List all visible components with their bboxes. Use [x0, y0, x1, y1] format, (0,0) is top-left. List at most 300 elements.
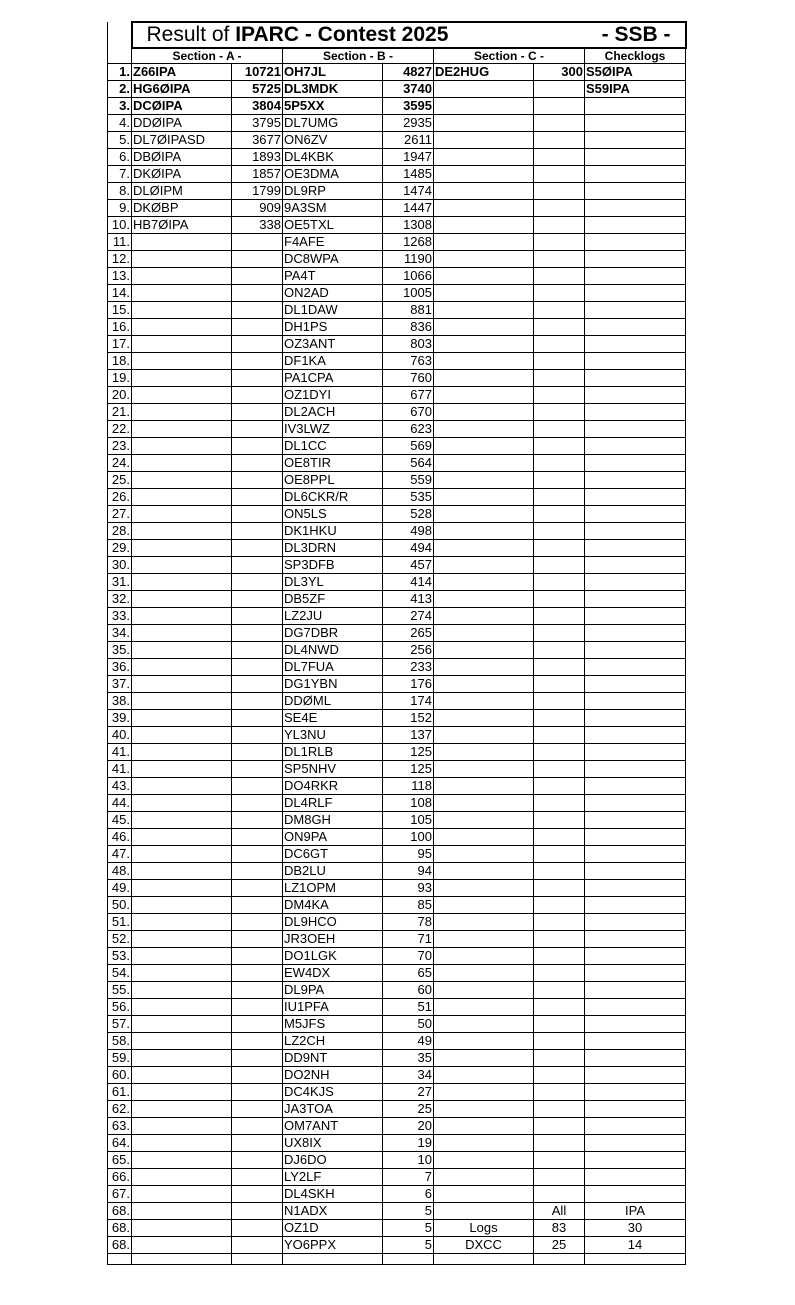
checklog-call [585, 1067, 686, 1084]
section-c-call [434, 166, 534, 183]
section-a-score: 338 [232, 217, 283, 234]
rank-cell: 27. [108, 506, 132, 523]
section-a-score [232, 1203, 283, 1220]
section-c-call [434, 1169, 534, 1186]
section-c-score [534, 523, 585, 540]
section-c-score [534, 183, 585, 200]
section-a-score [232, 982, 283, 999]
section-c-call [434, 710, 534, 727]
section-c-score [534, 557, 585, 574]
table-row [108, 1152, 686, 1169]
section-c-score [534, 642, 585, 659]
table-row [108, 1067, 686, 1084]
section-b-score: 1190 [383, 251, 434, 268]
section-a-call [132, 302, 232, 319]
section-a-call [132, 251, 232, 268]
section-c-score: 83 [534, 1220, 585, 1237]
table-row [108, 523, 686, 540]
section-c-call [434, 829, 534, 846]
table-row [108, 778, 686, 795]
checklog-call [585, 336, 686, 353]
section-a-score [232, 421, 283, 438]
section-b-call: YL3NU [283, 727, 383, 744]
blank-cell [132, 1254, 232, 1265]
table-row [108, 472, 686, 489]
section-c-call [434, 863, 534, 880]
section-b-call: DD9NT [283, 1050, 383, 1067]
section-a-call [132, 387, 232, 404]
checklog-call [585, 948, 686, 965]
checklog-call [585, 183, 686, 200]
section-a-score [232, 965, 283, 982]
table-row [108, 64, 686, 81]
table-row [108, 676, 686, 693]
section-c-call [434, 999, 534, 1016]
blank-cell [283, 1254, 383, 1265]
section-a-score [232, 370, 283, 387]
checklog-call [585, 1016, 686, 1033]
section-c-score [534, 81, 585, 98]
table-row [108, 489, 686, 506]
section-c-call [434, 591, 534, 608]
section-c-score [534, 761, 585, 778]
section-b-call: DK1HKU [283, 523, 383, 540]
checklog-call [585, 608, 686, 625]
section-b-score: 1474 [383, 183, 434, 200]
header-section-a: Section - A - [132, 48, 283, 64]
section-b-score: 50 [383, 1016, 434, 1033]
section-b-call: DL6CKR/R [283, 489, 383, 506]
table-row [108, 200, 686, 217]
checklog-call [585, 744, 686, 761]
section-b-call: DL1DAW [283, 302, 383, 319]
section-c-score [534, 404, 585, 421]
section-b-score: 65 [383, 965, 434, 982]
table-row [108, 455, 686, 472]
section-c-score [534, 166, 585, 183]
section-c-call [434, 200, 534, 217]
checklog-call [585, 421, 686, 438]
section-a-call [132, 1101, 232, 1118]
section-c-score [534, 438, 585, 455]
section-c-call [434, 234, 534, 251]
section-b-call: EW4DX [283, 965, 383, 982]
section-b-score: 677 [383, 387, 434, 404]
section-c-call [434, 268, 534, 285]
section-a-call: DCØIPA [132, 98, 232, 115]
section-c-call [434, 81, 534, 98]
section-a-score [232, 812, 283, 829]
section-c-score [534, 1135, 585, 1152]
title-event: IPARC - Contest 2025 [235, 23, 449, 46]
table-row [108, 642, 686, 659]
section-c-call [434, 625, 534, 642]
header-section-b: Section - B - [283, 48, 434, 64]
rank-cell: 49. [108, 880, 132, 897]
checklog-call [585, 1101, 686, 1118]
section-a-score [232, 506, 283, 523]
section-b-call: DL3MDK [283, 81, 383, 98]
section-b-score: 95 [383, 846, 434, 863]
section-a-call [132, 523, 232, 540]
checklog-call [585, 880, 686, 897]
blank-cell [232, 1254, 283, 1265]
section-b-score: 25 [383, 1101, 434, 1118]
section-c-call [434, 897, 534, 914]
section-a-score: 3804 [232, 98, 283, 115]
checklog-call [585, 676, 686, 693]
checklog-call [585, 914, 686, 931]
table-row [108, 1033, 686, 1050]
section-b-score: 85 [383, 897, 434, 914]
section-c-score [534, 659, 585, 676]
section-b-call: OZ3ANT [283, 336, 383, 353]
table-row [108, 370, 686, 387]
checklog-call [585, 1050, 686, 1067]
corner-cell [108, 22, 132, 48]
table-row [108, 1169, 686, 1186]
rank-cell: 64. [108, 1135, 132, 1152]
section-c-call [434, 319, 534, 336]
section-c-call [434, 1152, 534, 1169]
section-c-score [534, 115, 585, 132]
checklog-call [585, 506, 686, 523]
rank-cell: 11. [108, 234, 132, 251]
section-c-call [434, 115, 534, 132]
section-c-call [434, 183, 534, 200]
section-c-score [534, 489, 585, 506]
section-b-call: OM7ANT [283, 1118, 383, 1135]
checklog-call [585, 710, 686, 727]
section-c-call [434, 506, 534, 523]
section-b-score: 5 [383, 1203, 434, 1220]
section-b-score: 564 [383, 455, 434, 472]
table-row [108, 132, 686, 149]
section-a-score [232, 880, 283, 897]
rank-cell: 68. [108, 1220, 132, 1237]
checklog-call [585, 1186, 686, 1203]
section-b-call: DL9PA [283, 982, 383, 999]
section-b-score: 1005 [383, 285, 434, 302]
title-prefix: Result of [146, 23, 236, 46]
section-a-score [232, 540, 283, 557]
section-a-score [232, 846, 283, 863]
section-b-call: OE5TXL [283, 217, 383, 234]
table-row [108, 812, 686, 829]
section-b-call: DDØML [283, 693, 383, 710]
section-c-score [534, 506, 585, 523]
checklog-call [585, 200, 686, 217]
checklog-call [585, 217, 686, 234]
section-b-call: DC6GT [283, 846, 383, 863]
section-a-call [132, 1135, 232, 1152]
table-row [108, 234, 686, 251]
checklog-call [585, 370, 686, 387]
section-a-call [132, 1186, 232, 1203]
section-a-score [232, 1084, 283, 1101]
section-b-score: 93 [383, 880, 434, 897]
section-c-call [434, 251, 534, 268]
section-b-call: SP5NHV [283, 761, 383, 778]
section-b-call: LZ2CH [283, 1033, 383, 1050]
section-a-score [232, 574, 283, 591]
table-row [108, 1016, 686, 1033]
rank-cell: 32. [108, 591, 132, 608]
section-a-score [232, 336, 283, 353]
rank-cell: 23. [108, 438, 132, 455]
section-b-score: 5 [383, 1220, 434, 1237]
section-c-call [434, 931, 534, 948]
section-a-call: DL7ØIPASD [132, 132, 232, 149]
section-c-call: DE2HUG [434, 64, 534, 81]
section-c-call [434, 336, 534, 353]
section-a-score [232, 591, 283, 608]
section-a-score [232, 914, 283, 931]
rank-cell: 56. [108, 999, 132, 1016]
section-b-call: DC8WPA [283, 251, 383, 268]
rank-cell: 45. [108, 812, 132, 829]
section-a-score [232, 353, 283, 370]
checklog-call [585, 1152, 686, 1169]
section-c-call [434, 455, 534, 472]
section-c-call [434, 744, 534, 761]
section-b-call: DL4NWD [283, 642, 383, 659]
section-b-score: 49 [383, 1033, 434, 1050]
checklog-call: 30 [585, 1220, 686, 1237]
section-c-score [534, 98, 585, 115]
section-b-call: SE4E [283, 710, 383, 727]
section-a-call [132, 710, 232, 727]
checklog-call [585, 863, 686, 880]
rank-cell: 15. [108, 302, 132, 319]
section-c-call [434, 404, 534, 421]
checklog-call [585, 1084, 686, 1101]
section-a-call [132, 1067, 232, 1084]
blank-cell [585, 1254, 686, 1265]
section-c-score [534, 795, 585, 812]
section-a-score [232, 727, 283, 744]
rank-cell: 29. [108, 540, 132, 557]
section-a-call [132, 931, 232, 948]
section-a-score [232, 1220, 283, 1237]
section-c-score [534, 319, 585, 336]
checklog-call [585, 251, 686, 268]
section-b-call: OE8PPL [283, 472, 383, 489]
section-b-score: 7 [383, 1169, 434, 1186]
section-a-call [132, 472, 232, 489]
section-a-score [232, 234, 283, 251]
section-a-score [232, 778, 283, 795]
rank-cell: 3. [108, 98, 132, 115]
section-b-score: 2935 [383, 115, 434, 132]
section-c-score [534, 370, 585, 387]
section-b-call: OH7JL [283, 64, 383, 81]
blank-cell [108, 1254, 132, 1265]
section-a-call [132, 438, 232, 455]
section-b-call: IV3LWZ [283, 421, 383, 438]
section-b-score: 1268 [383, 234, 434, 251]
section-c-score [534, 931, 585, 948]
checklog-call [585, 812, 686, 829]
table-row [108, 557, 686, 574]
section-b-call: DO2NH [283, 1067, 383, 1084]
rank-cell: 67. [108, 1186, 132, 1203]
section-b-score: 35 [383, 1050, 434, 1067]
rank-cell: 37. [108, 676, 132, 693]
section-b-call: IU1PFA [283, 999, 383, 1016]
checklog-call [585, 795, 686, 812]
section-a-score [232, 948, 283, 965]
section-c-call [434, 761, 534, 778]
section-b-score: 559 [383, 472, 434, 489]
section-c-call [434, 149, 534, 166]
section-a-call [132, 1084, 232, 1101]
table-row [108, 1050, 686, 1067]
checklog-call [585, 1169, 686, 1186]
checklog-call: S59IPA [585, 81, 686, 98]
checklog-call [585, 829, 686, 846]
section-c-call [434, 1067, 534, 1084]
section-a-call [132, 948, 232, 965]
section-c-call: DXCC [434, 1237, 534, 1254]
section-b-call: PA1CPA [283, 370, 383, 387]
table-row [108, 999, 686, 1016]
section-b-score: 1308 [383, 217, 434, 234]
section-a-call: DBØIPA [132, 149, 232, 166]
section-b-score: 20 [383, 1118, 434, 1135]
section-b-call: 5P5XX [283, 98, 383, 115]
section-c-call [434, 472, 534, 489]
section-a-score [232, 676, 283, 693]
section-b-score: 176 [383, 676, 434, 693]
section-c-score [534, 1067, 585, 1084]
section-c-call [434, 557, 534, 574]
table-row [108, 166, 686, 183]
table-row [108, 217, 686, 234]
rank-cell: 33. [108, 608, 132, 625]
checklog-call [585, 98, 686, 115]
section-c-score: 300 [534, 64, 585, 81]
table-row [108, 285, 686, 302]
table-row [108, 1135, 686, 1152]
section-b-score: 256 [383, 642, 434, 659]
section-c-call [434, 370, 534, 387]
section-b-score: 78 [383, 914, 434, 931]
table-row [108, 98, 686, 115]
section-a-score [232, 387, 283, 404]
section-b-call: DC4KJS [283, 1084, 383, 1101]
section-c-call [434, 302, 534, 319]
section-b-score: 494 [383, 540, 434, 557]
section-c-call [434, 438, 534, 455]
section-b-call: DL4RLF [283, 795, 383, 812]
section-c-score [534, 540, 585, 557]
section-a-score [232, 897, 283, 914]
rank-cell: 55. [108, 982, 132, 999]
table-row [108, 540, 686, 557]
section-c-call [434, 98, 534, 115]
section-c-score [534, 1186, 585, 1203]
section-b-call: DL2ACH [283, 404, 383, 421]
section-a-call [132, 489, 232, 506]
section-a-score [232, 1135, 283, 1152]
rank-cell: 2. [108, 81, 132, 98]
checklog-call [585, 489, 686, 506]
section-c-score [534, 200, 585, 217]
section-a-call [132, 795, 232, 812]
section-c-score [534, 472, 585, 489]
section-c-score [534, 897, 585, 914]
section-b-call: 9A3SM [283, 200, 383, 217]
section-c-score [534, 336, 585, 353]
rank-cell: 50. [108, 897, 132, 914]
section-b-call: N1ADX [283, 1203, 383, 1220]
section-a-call [132, 1050, 232, 1067]
section-a-call [132, 761, 232, 778]
section-b-score: 19 [383, 1135, 434, 1152]
section-c-score [534, 914, 585, 931]
section-b-call: DG1YBN [283, 676, 383, 693]
checklog-call [585, 540, 686, 557]
checklog-call [585, 982, 686, 999]
section-c-call [434, 523, 534, 540]
section-a-score [232, 999, 283, 1016]
checklog-call [585, 115, 686, 132]
section-a-score [232, 251, 283, 268]
table-row [108, 1186, 686, 1203]
section-b-call: DL3YL [283, 574, 383, 591]
section-a-score [232, 710, 283, 727]
checklog-call [585, 166, 686, 183]
checklog-call [585, 319, 686, 336]
rank-cell: 38. [108, 693, 132, 710]
section-b-score: 108 [383, 795, 434, 812]
section-c-call [434, 540, 534, 557]
section-c-call [434, 642, 534, 659]
section-a-call [132, 1203, 232, 1220]
section-b-call: JA3TOA [283, 1101, 383, 1118]
section-a-score [232, 642, 283, 659]
table-row [108, 506, 686, 523]
checklog-call [585, 897, 686, 914]
rank-cell: 63. [108, 1118, 132, 1135]
section-a-score: 3795 [232, 115, 283, 132]
table-row [108, 1084, 686, 1101]
section-c-score [534, 217, 585, 234]
section-b-score: 881 [383, 302, 434, 319]
section-b-call: DL3DRN [283, 540, 383, 557]
section-b-score: 4827 [383, 64, 434, 81]
section-a-call [132, 574, 232, 591]
section-a-call [132, 540, 232, 557]
rank-cell: 24. [108, 455, 132, 472]
rank-cell: 20. [108, 387, 132, 404]
table-row [108, 251, 686, 268]
header-row [108, 48, 686, 64]
section-c-score [534, 1118, 585, 1135]
section-b-score: 528 [383, 506, 434, 523]
section-c-score [534, 251, 585, 268]
section-b-score: 70 [383, 948, 434, 965]
section-a-score: 909 [232, 200, 283, 217]
rank-cell: 41. [108, 744, 132, 761]
section-c-score [534, 778, 585, 795]
table-row [108, 625, 686, 642]
section-c-call [434, 659, 534, 676]
blank-cell [534, 1254, 585, 1265]
table-row [108, 438, 686, 455]
section-b-call: DJ6DO [283, 1152, 383, 1169]
